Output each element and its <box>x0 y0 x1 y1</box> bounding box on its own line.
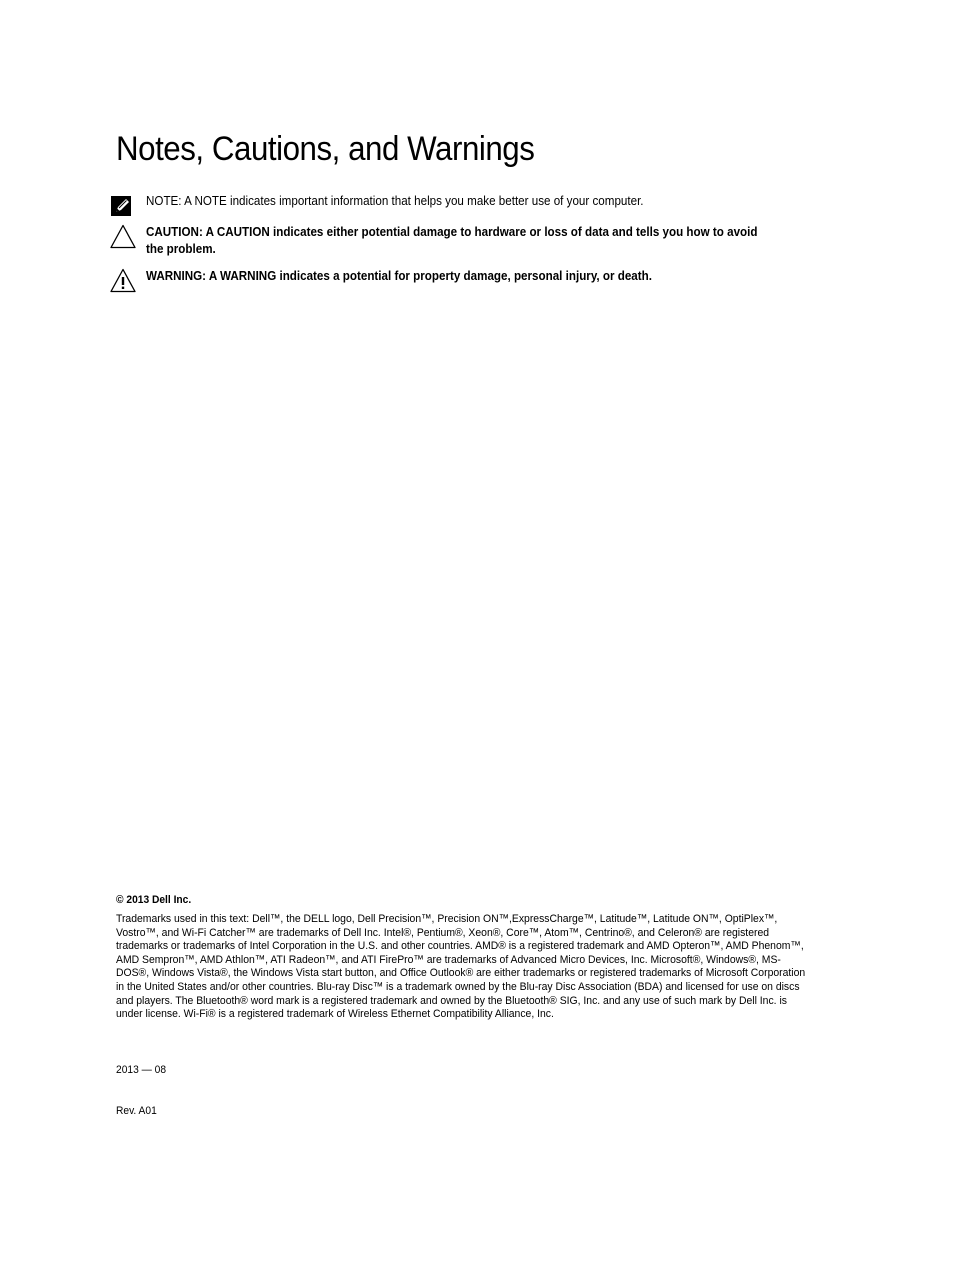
warning-text: WARNING: A WARNING indicates a potential for property damage, personal injury, or death. <box>146 269 652 283</box>
pencil-icon <box>110 193 136 219</box>
publication-date: 2013 — 08 <box>116 1064 167 1076</box>
note-text: A NOTE indicates important information that helps you make better use of your computer. <box>181 194 644 208</box>
page-title: Notes, Cautions, and Warnings <box>116 130 535 168</box>
trademarks-paragraph: Trademarks used in this text: Dell™, the DELL logo, Dell Precision™, Precision ON™,ExpressCharge™, Latitude™, Latitude ON™, OptiPlex™, Vostro™, and Wi-Fi Catcher™ are trademarks of Dell Inc. Intel®, Pentium®, Xeon®, Core™, Atom™, Centrino®, and Celeron® are registered trademarks or trademarks of Intel Corporation in the U.S. and other countries. AMD® is a registered trademark and AMD Opteron™, AMD Phenom™, AMD Sempron™, AMD Athlon™, ATI Radeon™, and ATI FirePro™ are trademarks of Advanced Micro Devices, Inc. Microsoft®, Windows®, MS-DOS®, Windows Vista®, the Windows Vista start button, and Office Outlook® are either trademarks or registered trademarks of Microsoft Corporation in the United States and/or other countries. Blu-ray Disc™ is a trademark owned by the Blu-ray Disc Association (BDA) and licensed for use on discs and players. The Bluetooth® word mark is a registered trademark and owned by the Bluetooth® SIG, Inc. and any use of such mark by Dell Inc. is under license. Wi-Fi® is a registered trademark of Wireless Ethernet Compatibility Alliance, Inc. <box>116 913 806 1021</box>
caution-triangle-icon <box>110 224 136 250</box>
warning-notice <box>110 268 820 294</box>
caution-notice <box>110 224 820 258</box>
copyright: © 2013 Dell Inc. <box>116 894 192 906</box>
note-label: NOTE: <box>146 194 182 208</box>
note-notice <box>110 193 820 219</box>
caution-text: CAUTION: A CAUTION indicates either potential damage to hardware or loss of data and tells you how to avoid the problem. <box>146 225 758 256</box>
revision: Rev. A01 <box>116 1105 157 1117</box>
warning-exclamation-icon <box>110 268 136 294</box>
